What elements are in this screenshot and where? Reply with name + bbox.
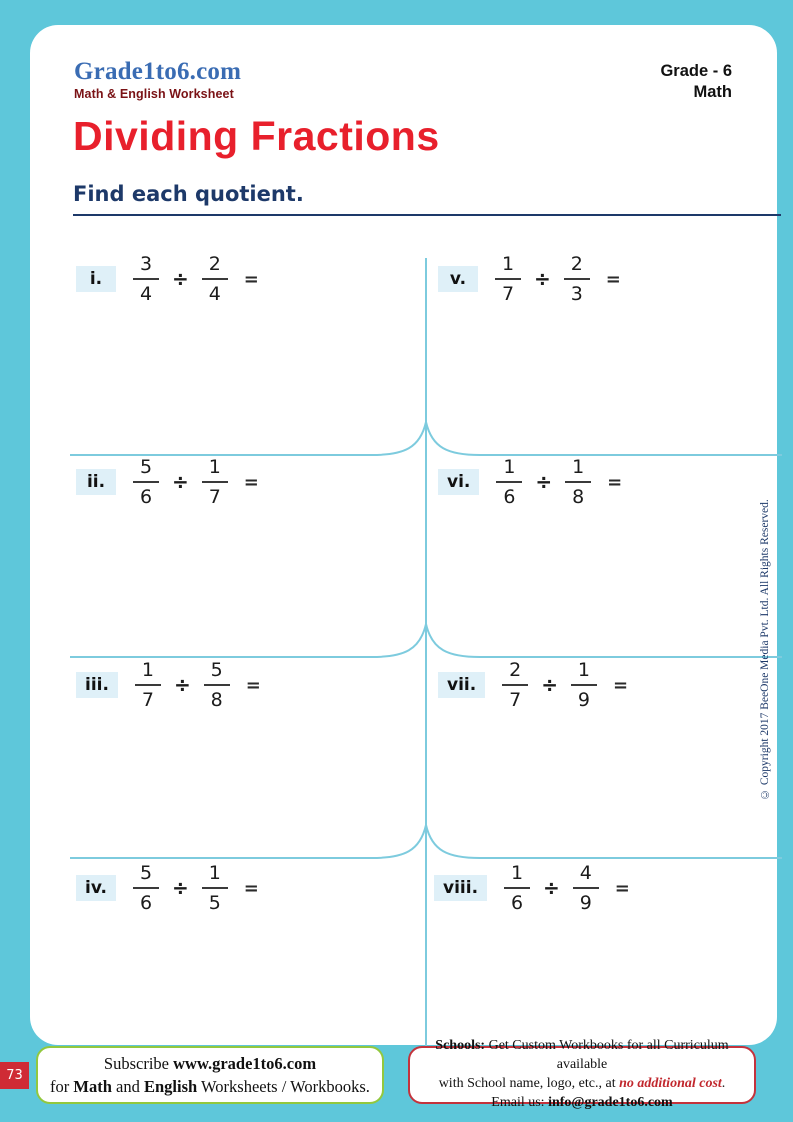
equals-sign: =	[605, 268, 621, 290]
paper-sheet	[30, 25, 777, 1045]
fraction-expression	[133, 659, 261, 711]
subscribe-text: for	[50, 1077, 74, 1096]
divide-operator: ÷	[543, 876, 560, 900]
row-divider-3-right	[426, 825, 782, 858]
numerator: 1	[504, 862, 530, 889]
divide-operator: ÷	[172, 470, 189, 494]
numerator: 3	[133, 253, 159, 280]
problem-vi	[438, 451, 622, 513]
denominator: 5	[208, 892, 221, 914]
fraction-2	[200, 862, 230, 914]
problem-viii	[434, 857, 630, 919]
schools-text: with School name, logo, etc., at	[438, 1076, 620, 1091]
problem-i	[76, 248, 259, 310]
numerator: 2	[502, 659, 528, 686]
problem-iv	[76, 857, 259, 919]
fraction-1	[493, 253, 523, 305]
fraction-expression	[131, 862, 259, 914]
page-title: Dividing Fractions	[73, 113, 440, 159]
site-logo	[74, 58, 241, 101]
grade-label: Grade - 6	[660, 62, 732, 80]
denominator: 9	[579, 892, 592, 914]
copyright-vertical-text: © Copyright 2017 BeeOne Media Pvt. Ltd. All Rights Reserved.	[759, 499, 771, 801]
divide-operator: ÷	[534, 267, 551, 291]
contact-email: info@grade1to6.com	[548, 1094, 673, 1110]
problem-vii	[438, 654, 628, 716]
fraction-1	[502, 862, 532, 914]
fraction-expression	[131, 253, 259, 305]
numerator: 1	[202, 456, 228, 483]
subscribe-line-1	[104, 1052, 316, 1075]
fraction-2	[569, 659, 599, 711]
grade-subject-block	[660, 61, 732, 104]
no-additional-cost-text: no additional cost	[619, 1076, 722, 1091]
problem-label: viii.	[434, 875, 487, 901]
problem-label: i.	[76, 266, 116, 292]
problem-iii	[76, 654, 261, 716]
subscribe-math-label: Math	[73, 1077, 112, 1096]
equals-sign: =	[243, 471, 259, 493]
denominator: 4	[139, 283, 153, 305]
numerator: 1	[565, 456, 591, 483]
subject-label: Math	[693, 83, 732, 102]
fraction-1	[133, 659, 163, 711]
fraction-2	[571, 862, 601, 914]
subscribe-text: and	[111, 1077, 144, 1096]
schools-text: Get Custom Workbooks for all Curriculum available	[485, 1038, 729, 1073]
divide-operator: ÷	[172, 267, 189, 291]
schools-line-2	[439, 1075, 726, 1094]
denominator: 9	[577, 689, 591, 711]
denominator: 8	[572, 486, 585, 508]
fraction-2	[563, 456, 593, 508]
fraction-2	[562, 253, 592, 305]
problem-label: vi.	[438, 469, 479, 495]
problem-label: iii.	[76, 672, 118, 698]
numerator: 1	[495, 253, 521, 280]
schools-line-1	[410, 1037, 754, 1075]
problem-label: ii.	[76, 469, 116, 495]
divide-operator: ÷	[535, 470, 553, 494]
schools-banner	[408, 1038, 756, 1110]
row-divider-3-left	[70, 825, 426, 858]
equals-sign: =	[607, 471, 623, 493]
subscribe-url: www.grade1to6.com	[173, 1053, 317, 1073]
denominator: 3	[570, 283, 583, 305]
numerator: 1	[135, 659, 161, 686]
instruction-text: Find each quotient.	[73, 182, 781, 216]
denominator: 6	[510, 892, 524, 914]
fraction-2	[202, 659, 232, 711]
fraction-expression	[500, 659, 628, 711]
equals-sign: =	[243, 877, 259, 899]
denominator: 8	[210, 689, 223, 711]
problem-ii	[76, 451, 259, 513]
equals-sign: =	[614, 877, 630, 899]
numerator: 1	[496, 456, 522, 483]
page-number-badge: 73	[0, 1062, 29, 1089]
fraction-1	[131, 862, 161, 914]
logo-subtitle: Math & English Worksheet	[74, 87, 234, 101]
numerator: 5	[133, 456, 159, 483]
divide-operator: ÷	[172, 876, 189, 900]
row-divider-2-right	[426, 624, 782, 657]
numerator: 1	[202, 862, 228, 889]
denominator: 4	[208, 283, 221, 305]
fraction-1	[131, 456, 161, 508]
problem-label: vii.	[438, 672, 485, 698]
numerator: 2	[564, 253, 590, 280]
numerator: 1	[571, 659, 597, 686]
problem-label: iv.	[76, 875, 116, 901]
denominator: 7	[509, 689, 522, 711]
subscribe-text: Subscribe	[103, 1053, 174, 1073]
subscribe-banner	[36, 1046, 384, 1104]
subscribe-text: Worksheets / Workbooks.	[197, 1077, 370, 1096]
logo-title: Grade1to6.com	[74, 58, 242, 85]
fraction-1	[500, 659, 530, 711]
fraction-2	[200, 456, 230, 508]
equals-sign: =	[612, 674, 629, 696]
fraction-1	[131, 253, 161, 305]
fraction-expression	[494, 456, 622, 508]
numerator: 4	[573, 862, 599, 889]
schools-line-3	[491, 1094, 672, 1113]
denominator: 6	[139, 486, 153, 508]
fraction-expression	[502, 862, 630, 914]
problem-v	[438, 248, 621, 310]
schools-text: .	[721, 1076, 726, 1091]
denominator: 7	[208, 486, 221, 508]
divide-operator: ÷	[541, 673, 558, 697]
row-divider-2-left	[70, 624, 426, 657]
fraction-1	[494, 456, 524, 508]
problem-label: v.	[438, 266, 478, 292]
fraction-expression	[493, 253, 621, 305]
denominator: 6	[139, 892, 153, 914]
fraction-expression	[131, 456, 259, 508]
schools-label: Schools:	[435, 1038, 486, 1054]
numerator: 5	[133, 862, 159, 889]
fraction-2	[200, 253, 230, 305]
equals-sign: =	[245, 674, 261, 696]
divide-operator: ÷	[173, 673, 191, 697]
numerator: 2	[202, 253, 228, 280]
denominator: 7	[141, 689, 154, 711]
schools-text: Email us:	[491, 1094, 549, 1110]
equals-sign: =	[243, 268, 259, 290]
numerator: 5	[204, 659, 230, 686]
denominator: 7	[501, 283, 515, 305]
denominator: 6	[503, 486, 516, 508]
subscribe-line-2	[50, 1075, 370, 1098]
subscribe-english-label: English	[144, 1077, 198, 1096]
